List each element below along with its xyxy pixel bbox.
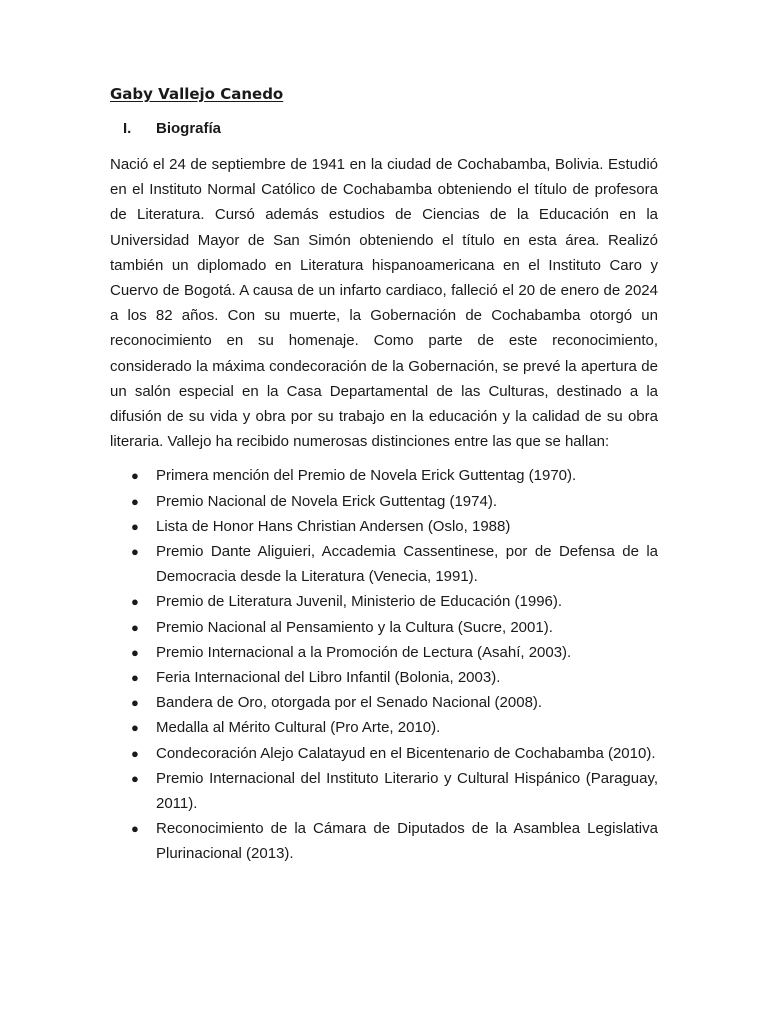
- award-text: Premio Nacional de Novela Erick Guttentag (1974).: [156, 492, 498, 510]
- award-text: Premio Internacional a la Promoción de Lectura (Asahí, 2003).: [156, 643, 572, 661]
- section-number: I.: [123, 120, 132, 137]
- award-list-item: [110, 766, 658, 816]
- award-text: Medalla al Mérito Cultural (Pro Arte, 2010).: [156, 719, 441, 737]
- bullet-icon: ●: [131, 821, 139, 837]
- bullet-icon: ●: [131, 468, 139, 484]
- award-list-item: [110, 690, 658, 715]
- bullet-icon: ●: [131, 619, 139, 635]
- section-title: Biografía: [156, 120, 222, 137]
- section-heading: [110, 119, 658, 139]
- award-list-item: [110, 589, 658, 614]
- award-list-item: [110, 665, 658, 690]
- award-text: Primera mención del Premio de Novela Erick Guttentag (1970).: [156, 467, 577, 485]
- bullet-icon: ●: [131, 695, 139, 711]
- award-text: Premio Internacional del Instituto Literario y Cultural Hispánico (Paraguay, 2011).: [156, 769, 658, 813]
- award-list-item: [110, 640, 658, 665]
- award-text: Reconocimiento de la Cámara de Diputados de la Asamblea Legislativa Plurinacional (2013).: [156, 820, 658, 863]
- award-list-item: [110, 715, 658, 740]
- award-text: Premio de Literatura Juvenil, Ministerio de Educación (1996).: [156, 593, 563, 611]
- bullet-icon: ●: [131, 670, 139, 686]
- award-list-item: [110, 489, 658, 514]
- document-title: Gaby Vallejo Canedo: [110, 85, 284, 103]
- bullet-icon: ●: [131, 518, 139, 534]
- bullet-icon: ●: [131, 544, 139, 560]
- biography-paragraph: Nació el 24 de septiembre de 1941 en la ciudad de Cochabamba, Bolivia. Estudió en el Instituto Normal Católico de Cochabamba obteniendo el título de profesora de Literatura. Cursó además estudios de Ciencias de la Educación en la Universidad Mayor de San Simón obteniendo el título en esta área. Realizó también un diplomado en Literatura hispanoamericana en el Instituto Caro y Cuervo de Bogotá. A causa de un infarto cardiaco, falleció el 20 de enero de 2024 a los 82 años. Con su muerte, la Gobernación de Cochabamba otorgó un reconocimiento en su homenaje. Como parte de este reconocimiento, considerado la máxima condecoración de la Gobernación, se prevé la apertura de un salón especial en la Casa Departamental de las Culturas, destinado a la difusión de su vida y obra por su trabajo en la educación y la calidad de su obra literaria. Vallejo ha recibido numerosas distinciones entre las que se hallan:: [110, 156, 658, 451]
- award-list-item: [110, 539, 658, 589]
- awards-list: [110, 463, 658, 866]
- award-text: Condecoración Alejo Calatayud en el Bicentenario de Cochabamba (2010).: [156, 744, 656, 762]
- award-list-item: [110, 463, 658, 488]
- bullet-icon: ●: [131, 745, 139, 761]
- award-text: Premio Nacional al Pensamiento y la Cultura (Sucre, 2001).: [156, 618, 553, 636]
- bullet-icon: ●: [131, 493, 139, 509]
- award-list-item: [110, 615, 658, 640]
- bullet-icon: ●: [131, 594, 139, 610]
- award-list-item: [110, 816, 658, 866]
- award-list-item: [110, 741, 658, 766]
- award-text: Premio Dante Aliguieri, Accademia Cassentinese, por de Defensa de la Democracia desde la Literatura (Venecia, 1991).: [156, 543, 658, 586]
- award-list-item: [110, 514, 658, 539]
- bullet-icon: ●: [131, 720, 139, 736]
- award-text: Lista de Honor Hans Christian Andersen (Oslo, 1988): [156, 517, 511, 535]
- document-page: [110, 84, 658, 867]
- bullet-icon: ●: [131, 644, 139, 660]
- award-text: Feria Internacional del Libro Infantil (Bolonia, 2003).: [156, 669, 501, 687]
- bullet-icon: ●: [131, 770, 139, 786]
- award-text: Bandera de Oro, otorgada por el Senado Nacional (2008).: [156, 694, 543, 712]
